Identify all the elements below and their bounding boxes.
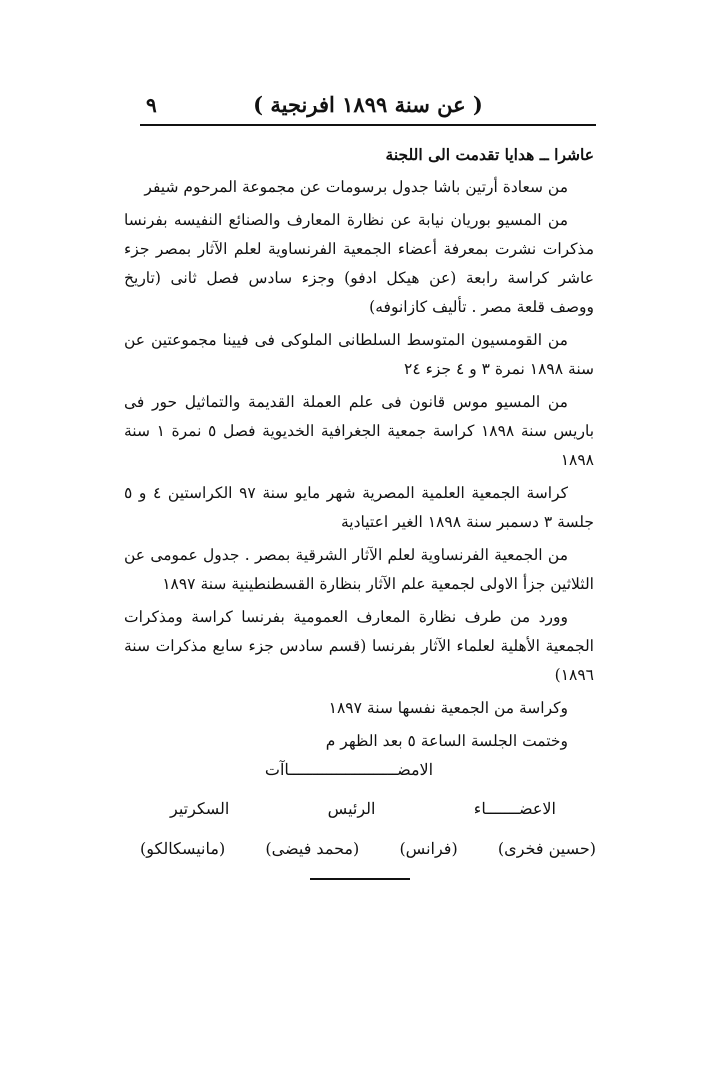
page-number: ٩ <box>146 93 157 117</box>
signatory-name: (محمد فيضى) <box>265 839 360 858</box>
section-heading: عاشرا ــ هدايا تقدمت الى اللجنة <box>385 145 594 164</box>
body-text <box>124 140 594 760</box>
title-secretary: السكرتير <box>170 799 230 818</box>
paragraph-french-ministry: وورد من طرف نظارة المعارف العمومية بفرنسا كراسة ومذكرات الجمعية الأهلية لعلماء الآثار بفرنسا (قسم سادس جزء سابع مذكرات سنة ١٨٩٦) <box>124 608 594 684</box>
signatures-heading: الامضـــــــــــــــــــــــاآت <box>264 760 434 779</box>
title-members: الاعضـــــــاء <box>473 799 556 818</box>
title-president: الرئيس <box>327 799 376 818</box>
page-title: ( عن سنة ١٨٩٩ افرنجية ) <box>253 92 483 117</box>
paragraph-french-archaeology: من الجمعية الفرنساوية لعلم الآثار الشرقية بمصر . جدول عمومى عن الثلاثين جزأ الاولى لجمعية علم الآثار بنظارة القسطنطينية سنة ١٨٩٧ <box>124 546 594 593</box>
paragraph-gift-mus: من المسيو موس قانون فى علم العملة القديمة والتماثيل حور فى باريس سنة ١٨٩٨ كراسة جمعية الجغرافية الخديوية فصل ٥ نمرة ١ سنة ١٨٩٨ <box>124 393 595 469</box>
signatory-name: (حسين فخرى) <box>497 839 596 858</box>
signatory-name: (مانيسكالكو) <box>140 839 226 858</box>
paragraph-egyptian-institute: كراسة الجمعية العلمية المصرية شهر مايو سنة ٩٧ الكراستين ٤ و ٥ جلسة ٣ دسمبر سنة ١٨٩٨ الغير اعتيادية <box>124 484 594 531</box>
paragraph-gift-artin-pasha: من سعادة أرتين باشا جدول برسومات عن مجموعة المرحوم شيفر <box>144 178 568 196</box>
paragraph-society-booklet: وكراسة من الجمعية نفسها سنة ١٨٩٧ <box>328 699 568 717</box>
closing-divider <box>310 878 410 880</box>
signature-names <box>140 835 596 863</box>
running-header <box>140 88 596 126</box>
paragraph-session-closing: وختمت الجلسة الساعة ٥ بعد الظهر م <box>325 732 568 750</box>
paragraph-gift-bourian: من المسيو بوريان نيابة عن نظارة المعارف والصنائع النفيسه بفرنسا مذكرات نشرت بمعرفة أعضاء الجمعية الفرنساوية لعلم الآثار بمصر جزء عاشر كراسة رابعة (عن هيكل ادفو) وجزء سادس فصل ثانى (تاريخ ووصف قلعة مصر . تأليف كازانوفه) <box>124 211 594 316</box>
signatory-name: (فرانس) <box>399 839 458 858</box>
signature-titles <box>140 795 596 823</box>
paragraph-gift-vienna-commission: من القومسيون المتوسط السلطانى الملوكى فى فيينا مجموعتين عن سنة ١٨٩٨ نمرة ٣ و ٤ جزء ٢٤ <box>124 331 594 378</box>
